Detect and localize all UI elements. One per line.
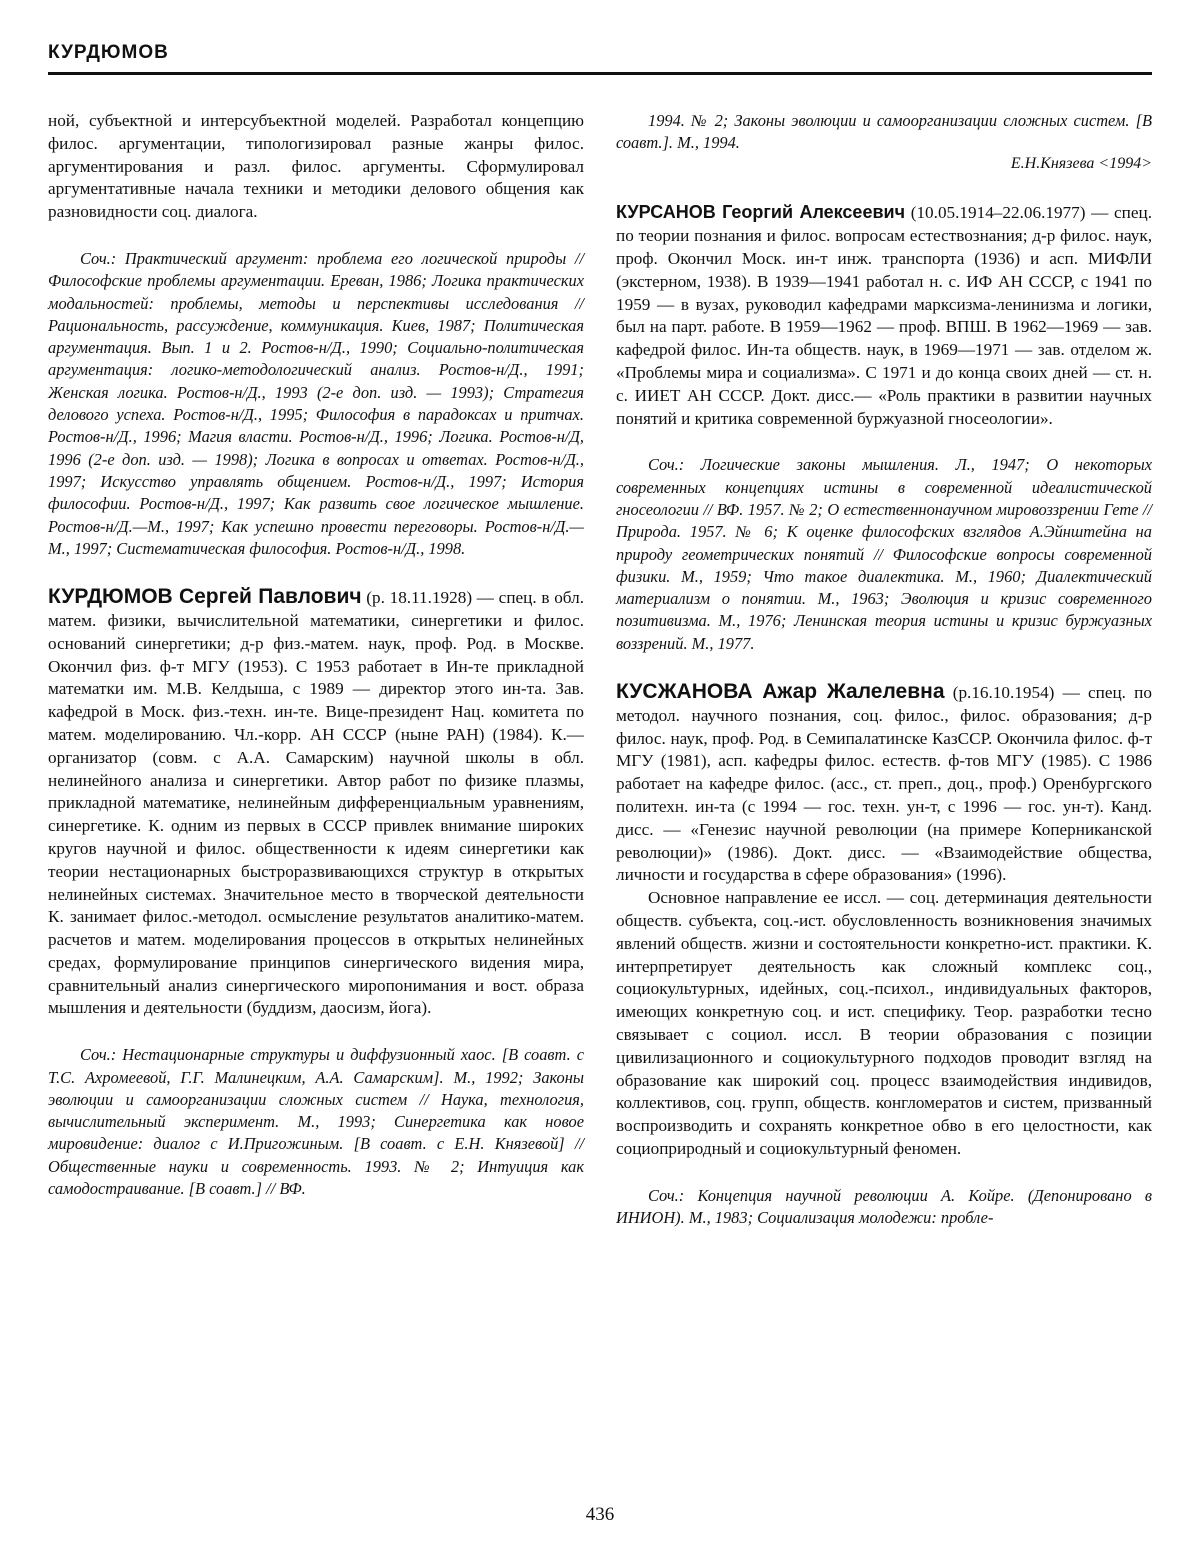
entry-heading: КУРСАНОВ Георгий Алексеевич [616, 202, 906, 223]
entry-kurdyumov [48, 586, 584, 1020]
continued-text: ной, субъектной и интерсубъектной моделей. Разработал концепцию филос. аргументации, типологизировал разные жанры филос. аргументирования и разл. филос. аргументы. Сформулировал аргументативные начала техники и методики делового общения как разновидности соц. диалога. [48, 111, 584, 222]
entry-heading: КУСЖАНОВА Ажар Жалелевна [616, 680, 945, 704]
right-column [616, 110, 1152, 1229]
entry-body: (р.16.10.1954) — спец. по методол. научного познания, соц. филос., филос. образования; д-р филос. наук, проф. Род. в Семипалатинске КазССР. Окончила филос. ф-т МГУ (1981), асп. кафедры филос. естеств. ф-тов МГУ (1985). С 1986 работает на кафедре филос. (асс., ст. преп., доц., проф.) Оренбургского политехн. ин-та (с 1994 — гос. техн. ун-т, с 1996 — гос. ун-т). Канд. дисс. — «Генезис научной революции (на примере Коперниканской революции)» (1986). Докт. дисс. — «Взаимодействие общества, личности и государства в сфере образования» (1996). [616, 683, 1152, 885]
running-head: КУРДЮМОВ [48, 42, 169, 63]
entry-paragraph: Основное направление ее иссл. — соц. детерминация деятельности обществ. субъекта, соц.-ист. обусловленность возникновения значимых явлений обществ. жизни и состоятельности конкретно-ист. практики. К. интерпретирует деятельность как сложный комплекс соц., социокультурных, идейных, соц.-психол., индивидуальных факторов, имеющих конкретную соц. и ист. специфику. Теор. разработки тесно связывает с социол. иссл. В теории образования с позиции цивилизационного и социокультурного подходов проводит взгляд на образование как широкий соц. процесс взаимодействия индивидов, коллективов, соц. групп, обществ. конгломератов и систем, призванный воспроизводить и сохранять конкретное обво в его целостности, как социоприродный и социокультурный феномен. [616, 888, 1152, 1158]
entry-kuszhanova [616, 681, 1152, 887]
left-column [48, 110, 584, 1200]
works-list: Соч.: Нестационарные структуры и диффузионный хаос. [В соавт. с Т.С. Ахромеевой, Г.Г. Малинецким, А.А. Самарским]. М., 1992; Законы эволюции и самоорганизации сложных систем // Наука, технология, вычислительный эксперимент. М., 1993; Синергетика как новое мировидение: диалог с И.Пригожиным. [В соавт. с Е.Н. Князевой] // Общественные науки и современность. 1993. № 2; Интуиция как самодостраивание. [В соавт.] // ВФ. [48, 1045, 584, 1199]
entry-body: (10.05.1914–22.06.1977) — спец. по теории познания и филос. вопросам естествознания; д-р филос. наук, проф. Окончил Моск. ин-т инж. транспорта (1936) и асп. МИФЛИ (экстерном, 1938). В 1939—1941 работал н. с. ИФ АН СССР, с 1941 по 1959 — в вузах, руководил кафедрами марксизма-ленинизма и логики, был на парт. работе. В 1959—1962 — проф. ВПШ. В 1962—1969 — зав. кафедрой филос. Ин-та обществ. наук, в 1969—1971 — зав. отделом ж. «Проблемы мира и социализма». С 1971 и до конца своих дней — ст. н. с. ИИЕТ АН СССР. Докт. дисс.— «Роль практики в развитии научных понятий и критика современной буржуазной гносеологии». [616, 203, 1152, 428]
works-list: Соч.: Концепция научной революции А. Койре. (Депонировано в ИНИОН). М., 1983; Социализация молодежи: пробле- [616, 1185, 1152, 1228]
entry-heading: КУРДЮМОВ Сергей Павлович [48, 585, 362, 609]
header-rule [48, 72, 1152, 75]
works-list: Соч.: Практический аргумент: проблема его логической природы // Философские проблемы аргументации. Ереван, 1986; Логика практических модальностей: проблемы, методы и перспективы исследования // Рациональность, рассуждение, коммуникация. Киев, 1987; Политическая аргументация. Вып. 1 и 2. Ростов-н/Д., 1990; Социально-политическая аргументация: логико-методологический анализ. Ростов-н/Д., 1991; Женская логика. Ростов-н/Д., 1993 (2-е доп. изд. — 1993); Стратегия делового успеха. Ростов-н/Д., 1995; Философия в парадоксах и притчах. Ростов-н/Д., 1996; Магия власти. Ростов-н/Д., 1996; Логика. Ростов-н/Д, 1996 (2-е доп. изд. — 1998); Логика в вопросах и ответах. Ростов-н/Д., 1997; Искусство управлять общением. Ростов-н/Д., 1997; История философии. Ростов-н/Д., 1997; Как развить свое логическое мышление. Ростов-н/Д.—М., 1997; Как успешно провести переговоры. Ростов-н/Д.—М., 1997; Систематическая философия. Ростов-н/Д., 1998. [48, 248, 584, 558]
entry-kursanov [616, 201, 1152, 430]
works-list: Соч.: Логические законы мышления. Л., 1947; О некоторых современных концепциях истины в современной идеалистической гносеологии // ВФ. 1957. № 2; О естественнонаучном мировоззрении Гете // Природа. 1957. № 6; К оценке философских взглядов А.Эйнштейна на природу геометрических понятий // Философские вопросы современной физики. М., 1959; Что такое диалектика. М., 1960; Диалектический материализм о понятии. М., 1963; Эволюция и кризис современного позитивизма. М., 1976; Ленинская теория истины и кризис буржуазных воззрений. М., 1977. [616, 455, 1152, 653]
page-number: 436 [585, 1504, 615, 1525]
author-signature: Е.Н.Князева <1994> [1010, 154, 1152, 172]
entry-body: (р. 18.11.1928) — спец. в обл. матем. физики, вычислительной математики, синергетики и филос. оснований синергетики; д-р физ.-матем. наук, проф. Род. в Москве. Окончил физ. ф-т МГУ (1953). С 1953 работает в Ин-те прикладной математки им. М.В. Келдыша, с 1989 — директор этого ин-та. Зав. кафедрой в Моск. физ.-техн. ин-те. Вице-президент Нац. комитета по матем. моделированию. Чл.-корр. АН СССР (ныне РАН) (1984). К.— организатор (совм. с А.А. Самарским) научной школы в обл. нелинейного анализа и синергетики. Автор работ по физике плазмы, прикладной математике, нелинейным дифференциальным уравнениям, синергетике. К. одним из первых в СССР привлек внимание широких кругов научной и филос. общественности к идеям синергетики как теории нестационарных быстроразвивающихся структур в открытых нелинейных системах. Значительное место в творческой деятельности К. занимает филос.-методол. осмысление результатов аналитико-матем. расчетов и матем. моделирования процессов в открытых нелинейных средах, формулирование принципов синергического видения мира, сравнительный анализ синергического миропонимания и вост. образа мышления и деятельности (буддизм, даосизм, йога). [48, 588, 584, 1018]
works-list: 1994. № 2; Законы эволюции и самоорганизации сложных систем. [В соавт.]. М., 1994. [616, 111, 1152, 153]
